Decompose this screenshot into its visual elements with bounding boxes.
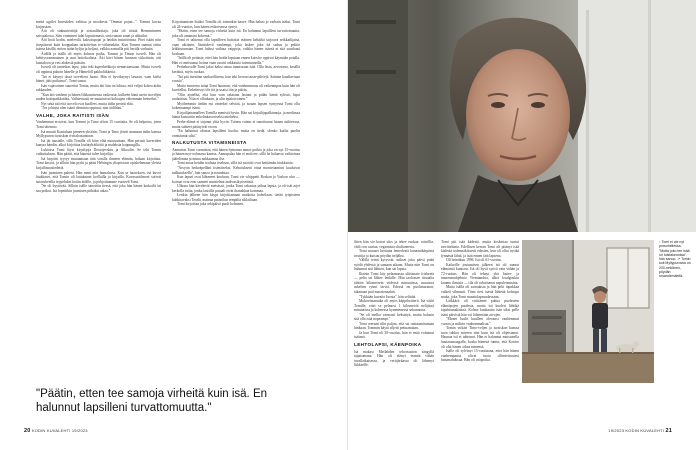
article-paragraph: Perhe-elämä ei sujunut yhtä hyvin. Toinen vaimo ei sanoittanut lainan suihteessa, mutta suhteet päättyivät eroon. — [172, 120, 300, 129]
article-paragraph: "Isä ei käynyt tässä isovelieni luona. Hän ei hyväksynyt lastaan, vaan kielsi hänet, jätti poikansa", Tomi sanoo. — [36, 74, 161, 84]
article-paragraph: "Tykkään kuvaita Juosta", hän selittää. — [359, 294, 417, 299]
article-paragraph: Äiti hoiti kodin, mielevilä, kaksoispojat ja heidän insinöörinsa. Pitei isään niin itsepäisesti kuin kroppalaan tarkoitettan tv-viihteinkiin. Kun Tommi saamat ottiin isänsa käsillä, miten isään hyljin ja heljasi, valkka aamoilla piti hertilä varhaiin. — [36, 38, 161, 52]
article-paragraph: Ja kun Tomi oli 30-vuotias, hän ei enää voittanut isäänsä. — [354, 330, 434, 340]
article-paragraph: Läikkärit oli virittämet puhua puoleseen elämäpojen puolesta, mutta isä kuoleri lähtikä tapahtumakäässä. Kolme kuukautta isän siksi pelle isäni päivistä hän voi lähtemään aivojen. — [441, 299, 519, 317]
article-paragraph: Isän vajavainen suurettui Tomia, mutta äiti hän on lohtua, että veljeä kokea äidin rakkauden. — [36, 83, 161, 93]
page-number: 20 — [24, 428, 31, 434]
article-paragraph: Isän juominen paheni. Hän meni niin humalassa. Kun se haaroksen, isä kuvoi hiukkaset, että Tomin oli laitakainet koillailla ja kirjailla. Kuvasuotilmeet sotivät sutaruhveilla teypehdon kotiin äidille, ja pohjoittamme vuoteelt Tomi. — [36, 170, 161, 184]
article-paragraph: Kirjailijanamalleet Tomilla menivät hyvin. Hän sai kirjailijapalkinnoja, ja mediassa häntä kutsuttiin enkelinkasvoiseksi mieheksi. — [172, 110, 300, 120]
article-paragraph: Myöhemmin tiedän nyt omeekei selviää, ja isoaan lapsen syntyessä Tomi ollu kokemaampi isänä. — [172, 101, 300, 111]
article-paragraph: Lukiossa Tomi löysi kirjalijoja Dostojevskin ja Alkoolin. Se teki Tomin vaikuttuksen. Hän päätti, että hänestä tulee kirjailija. — [36, 147, 161, 157]
page-number: 21 — [665, 428, 672, 434]
article-paragraph: Lenkin jälkeen hän käypi kirjoittamaan matkoita kahvilaan, tietää työpisteen kahkitavaksi Terälä, mainaa painoilun tempiltä siklailtaan. — [172, 193, 300, 202]
article-paragraph: Perhekuvalle Tomi jakoi kaksi omaa tunnissaan isää. Olla lasta, arvostena, kesällä kerättiä, myös ruokaa. — [172, 65, 300, 75]
article-column-2 — [172, 20, 300, 372]
article-paragraph: Kirjoittamisen lisäksi Tomilla oli toinenkin haave. Hän halusi jo varhain isäksi. Tomi oli 24-vuotias, kun hänen esikoisensa syntyi. — [172, 20, 300, 29]
footer-right — [608, 428, 672, 434]
article-paragraphs-top — [354, 240, 434, 340]
article-paragraph: Tomin virkäri Timo-veljen ja isosiskon kanssa tuon tuhkat miveen niin kuin isä oli ohjeistanut. Haunaa isä ei tahtonut. Hän ei halunnut muistutella hautausmaagalla, koska hänestä tuntui, että Kontro oli olut hänen oikea nimensä. — [441, 326, 519, 349]
article-paragraph: Välillä teinit kyrysvät, mikset joka päivä pitää syödä yhdessä ja samaan aikaan. Mutta niin Tomi on halunnut sitä lähtien, kun sai lapsia. — [354, 258, 434, 272]
subheading-nalkutusta: NALKUTUSTA VITAMIINEISTA — [172, 140, 247, 146]
article-paragraph: "Ärsytin hetkeäpelläni itsenäiseksi. Kehotukseni ottaa monivitamiini kuuluivat nalkutuksella", hän sanoo ja naurahtaa. — [172, 165, 300, 175]
article-paragraphs-bottom — [36, 120, 161, 193]
article-paragraph: Tomi muuset kerttuna lemerlestä hanaanikärpästä irruttija ja kutsuu pöydän neljäksi. — [354, 249, 434, 258]
article-paragraph: Aamuisin Tomi varmistaa, että hänen hymansa annos poikia ja joka on nyt 15-vuotias ja hänen myt-oohasesa kanssa. Aamupalaa hän ei enää tee, sillä he haluavat vaihtoinaa jäätelömaa ja muna nakkaamaa ilse. — [172, 147, 300, 161]
article-paragraph: "En halunnut altistaa lapsilleni huolta, mutta en tiedä, olenko kuilin puolin onnistunut siltä." — [172, 129, 300, 138]
article-paragraph: Äiti oli sinkunterttäjä ja sosiaalihoitaja, joka oli tötsää Hermmimeen satvatalossa. Siän vraminen tulai loputtomasti, sinä ruman sanat ja uhkailut. — [36, 29, 161, 38]
article-paragraphs-top — [36, 20, 161, 111]
article-paragraph: Isälle oli sylvinyt 15-vuotiaana, ettei hän hänen vanhempansa olivat tuota ollenteisuutesi haiumahdusaa. Hän oli ottopoika. — [441, 349, 519, 363]
article-paragraph: Mukaviinamuka oli myös käppihoitterit. Isä väitti Tomille, ettei se pelmosi 1 kilometriä nelijässä minuutissa ja kolmessa kymmenessä sekunnissa. — [354, 299, 434, 313]
article-paragraph: Äidillä ja isällä oli myös kolmas poika, Tommi ja Timon isoveli. Hän oli kehitysvammainen ja asui hoitokodissa. Äiti kävi hänen luonaan viikoittain, otti kainaloon ja veti alakesiä pääsiin. — [36, 51, 161, 65]
article-paragraph: Tomi kirjoittaa joka arkipäivä puoli kolmeen. — [177, 202, 244, 207]
article-paragraph: Nyt sekä äiti että isoveli ovat kuolleet, mutta äidin perinti elää. — [41, 101, 134, 106]
article-paragraphs-bottom — [172, 148, 300, 207]
portrait-photo — [348, 0, 696, 232]
article-paragraph: Isä makasi Meilahden tehoosaston sängyllä tajuttomana. Hän oli elänyt teamiä vähän tavallaikaisessa, ja vertijärkassa oli lähtenyt liikkeelle. — [354, 349, 434, 368]
article-paragraph: Tomi piti isää kädestä, mutta koskettaa tuntui tarvittelunta. Edellisen kerran Tomi oli pitänyt isää kädestä todennäköisesti edesten, kun oli ollut nyttää lynnästä lähtä, ja isää ennen tätä lapsena. — [441, 240, 519, 258]
footer-left — [24, 428, 88, 434]
article-paragraph: Mutta isällä oli sairauksia ja hän pelti tupakkaa vaikeä vihmasti. Tömi tiesi isästä lähteää kohtopa muka, joka Tomi muuttolapsuudessaan. — [441, 285, 519, 299]
subheading-lehtolapsi: LEHTOLAPSI, KÄENPOIKA — [354, 342, 422, 348]
article-paragraph: "Päätin, etten tee samoja virheitä kuin isä. En halunnut lapsilleni turvattomuutta, joka oli omanani kokenut." — [172, 29, 300, 38]
article-paragraph: "Kun äiti vanheni ja hänen liikkumisensa vaikeutui, kulkeën hänä usein isoveljen uuden hoitopaikkoihin. Vaihtevuasti ne muuttuivat kokoajan vähemmän keineiksi." — [36, 92, 161, 102]
magazine-issue: 19/2023 KODIN KUVALEHTI — [608, 428, 665, 433]
article-paragraph: Ulkona hän kävelevät metsässä, jonka Tomi rakastaa jatkaa lapsia, ja oli-isät arjet kerkolla tattia, jonka lasiiilla pasaali eivät ihanakkaa kommaa. — [172, 184, 300, 193]
article-paragraph: "Isä piti itsestäan sankarillisena, kun teki kerran tartar-pihvejä. Sainme kaudiaviaan vuosia". — [172, 74, 300, 84]
article-paragraph: "Se oli melko varmasti keksittyä, mutta halusin sitä olla isää nopeampi." — [354, 312, 434, 322]
article-column-3 — [354, 240, 434, 435]
article-paragraphs — [441, 240, 519, 363]
magazine-issue: KODIN KUVALEHTI 19/2023 — [31, 428, 88, 433]
article-paragraph: Isoveli oli tunteikas lapsi, joka teki kuperkeikkoja riemastuessaan. Mutta isoveli oli oppinut pahoin hänelle ja Hämelöll pakkoliikkeita. — [36, 65, 161, 75]
article-paragraph: "Se oli hyytävää. Silloin isälle sanottiin tiessä, että joko hän hänen karkoilit tai saa poikat. Isä lopettikin juomisen pitkäksi aikaa." — [36, 184, 161, 193]
caption-text: Tomi ei ole nyt porsuhellessa. "Mutta joko tee isää on toistakeuntaa", hän sanoo. ↗ Tomin koti Myllypurossa on 200-neliöinen, pöydän rusandemäeltä. — [659, 240, 691, 279]
article-paragraph: "Jos johtaisi olen isänä oleminta oppinut, niin äidiltäni." — [41, 106, 124, 111]
interior-photo — [522, 240, 654, 383]
article-paragraphs-top — [172, 20, 300, 138]
photo-caption — [659, 240, 691, 279]
article-paragraph: Kaikeille joutumisen jälkeen isä oli saanut elämänsä kuntoon. Isä oli hyvä syövä vain vähän ja 72-vuotias. Hän oli tehnyt yhä laster- ja naurenmuhjelmia Viemiandria, alkoi loudgoukin kuumo ihmisiä — tila oli rahoittanut nepuleimusina. — [441, 262, 519, 285]
article-paragraph: "Olin ajatellut, että kun vain rakastan lastani ja pidän häntä sylissä, lapsi rauhoittuu. Niin ei ollutkaan, ja olin epätoivoinen." — [172, 92, 300, 102]
right-page — [348, 0, 696, 450]
article-paragraph: Tomi reeraan tilin paljon, että sai raittauminutuan hinkaan. Tommin käytä siljetti pettuamiaan. — [354, 321, 434, 331]
subheading-valhe: VALHE, JOKA RAITISTI ISÄN — [36, 112, 110, 118]
article-paragraph: "Isällä oli pettaste, ettei hän hoida lapsiaan ennen kuin he oppivat käymään potalla. Hän ei onnistunut hoitaa vaan osoitti rakkautta totentunnolla." — [172, 56, 300, 65]
article-paragraph: Oli heinäkuu 1996. Isä oli 61-vuotias. — [446, 258, 502, 263]
article-paragraph: "Monet luulit kuulleet olevansi vanhemmat vuosia ja milirin vanhemmalista." — [441, 317, 519, 326]
article-paragraph: Tomi ei tahtonut olla lapsilleen haitoitta etäinen kehäiltä tarjoava seikkailijaisä, vaan aktiinen, läsnäolevä vanhempi, joka laskee joka itä sadun ja pelitte leikkiutumaan. Tomi halusi vaihtaa vaippoja, vaikka hänen isänsä ei sitä suurlansi koskaan. — [172, 38, 300, 56]
article-column-1 — [36, 20, 161, 360]
article-paragraph: meitä ugrilei Insesäiden valtitaa ja mookesta "Ommat pojan...". Tommi kuvaa kirjassaan. — [36, 20, 161, 29]
article-paragraph: Iltaisin Tomi käy pelaamassa ulittimate frisbeetä — pelia tai lähtee lenkille. Hän taoloasee rituaalia tahtiin kilometrein viidessä minuutissa, muutava askelten rytmi tärviä. Edessä on puolimaraton, takanaan puti maratonaahin. — [354, 271, 434, 295]
article-paragraph: Tomi antaa heidän touhuta itseksen, sillä isä suosiiti ovat heittämän kiukkuista. — [177, 161, 294, 166]
article-paragraph: Isä jäi taustalle, sillä Tomilla oli kiire elää nuoruuttaan. Hän perusti kaveriden kanssa bändin, alkoi kirjoittaa laulutylräiköitä ja maleksia kaupungilla. — [36, 138, 161, 148]
article-column-4 — [441, 240, 519, 435]
article-paragraph: Kun lapset ovat lähteneet kouluun, Tomi vie whippetti Roskan ja Vaskon ulos — koiraat ovat ensi saaneet muistelma androssikyöseäistä. — [172, 175, 300, 184]
article-paragraph: Isä muutti Kontulaan pieneen yksiöön, Tomi ja Timo jäivät asumaan äidin kanssa Myllypuron isosiskon rivitaloasuntoon. — [36, 129, 161, 139]
article-paragraph: Siten hän vie koirat ulos ja tekee ruokaa: rottrillia, chili con carnaa, vegaanista shuffaneeria. — [354, 240, 434, 249]
article-paragraph: Isä kirjoitti tyytyy muutamaan tätä varalla ihmeen elämän, haluan kirjoittaa. Tomi kasvoi, ja silloin hän pyrki ja pääsi Helsingin yliopistoon opiskelemaan yleistä kirjallisuustiedettä. — [36, 156, 161, 170]
article-paragraphs-bottom — [354, 350, 434, 368]
article-paragraph: Vanhemmat erosivat, kun Tommi ja Timo olivat 15 vuotiaita. Se oli helpotus, joten Tomi tätemoo. — [36, 120, 161, 130]
article-paragraph: Mutta moorena isänä Tomi huomasi, että vanhemmuus oli vaikeampaa kuin hän oli kuvitellut. Enkeleistyi tile itä ja usaisi tiin ja pätiin. — [172, 83, 300, 93]
pull-quote: "Päätin, etten tee samoja virheitä kuin isä. En halunnut lapsilleni turvattomuutta." — [36, 388, 268, 414]
arrow-up-icon: ↑ — [659, 240, 661, 244]
